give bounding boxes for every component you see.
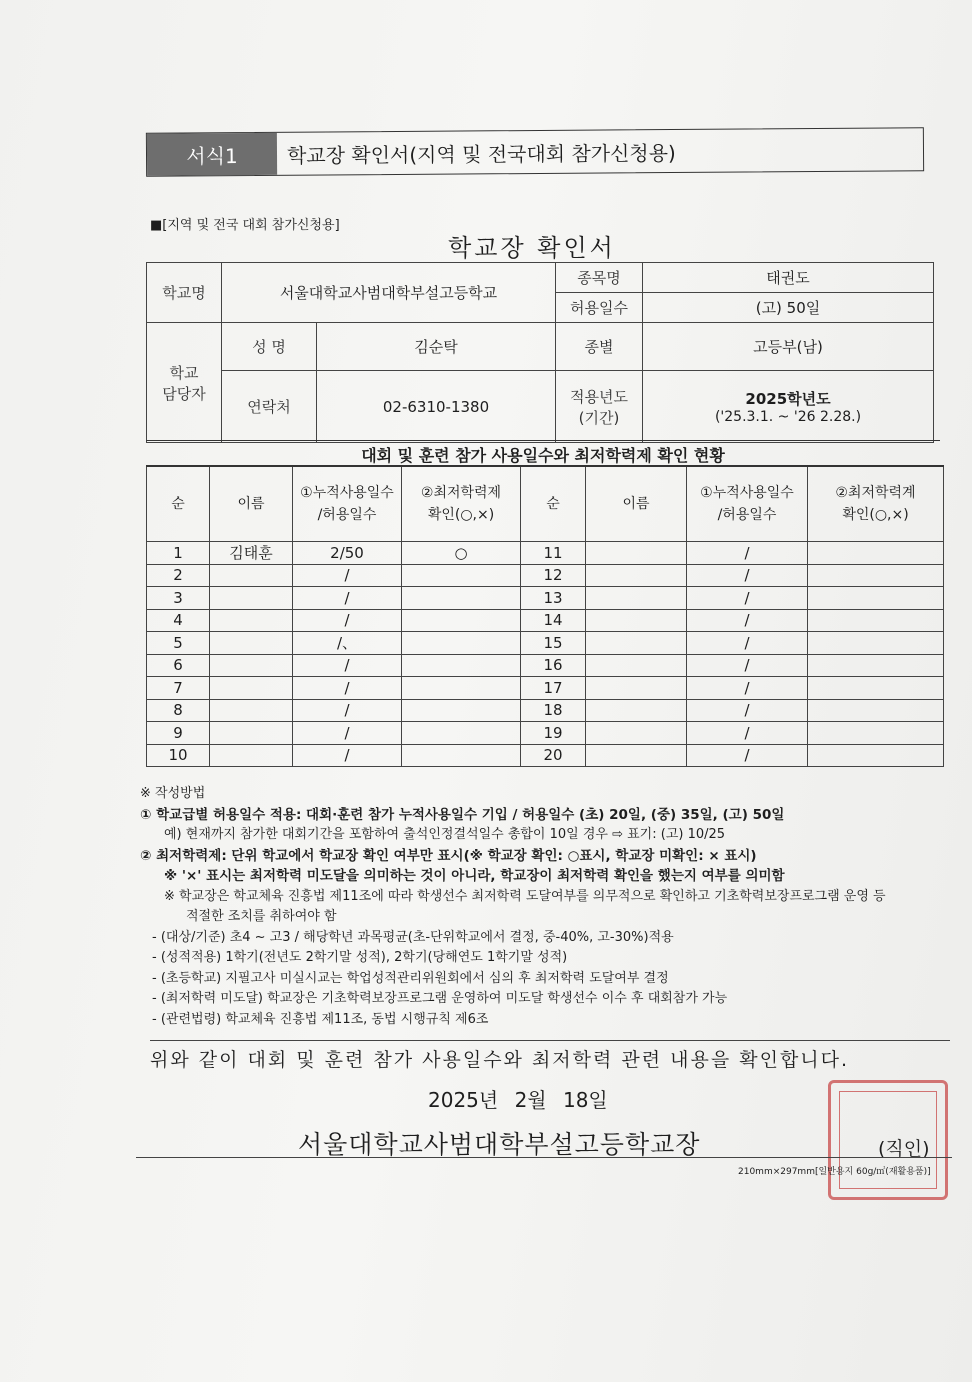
issue-date: 2025년 2월 18일 — [428, 1088, 608, 1112]
cell-l-no: 8 — [147, 699, 210, 722]
subheading: ■[지역 및 전국 대회 참가신청용] — [150, 218, 340, 233]
cell-l-name — [210, 654, 293, 677]
table-row — [147, 744, 944, 767]
cell-l-no: 10 — [147, 744, 210, 767]
table-row — [147, 677, 944, 700]
cell-r-check — [808, 699, 944, 722]
cell-r-check — [808, 744, 944, 767]
note-1: ① 학교급별 허용일수 적용: 대회·훈련 참가 누적사용일수 기입 / 허용일수 (초) 20일, (중) 35일, (고) 50일 — [140, 806, 785, 823]
cell-l-days: 2/50 — [293, 542, 402, 565]
cell-r-days: / — [687, 677, 808, 700]
cell-r-days: / — [687, 587, 808, 610]
cell-r-no: 17 — [521, 677, 586, 700]
cell-r-no: 12 — [521, 564, 586, 587]
note-1-example: 예) 현재까지 참가한 대회기간을 포함하여 출석인정결석일수 총합이 10일 경우 ⇨ 표기: (고) 10/25 — [164, 827, 726, 842]
header-check-2: ②최저학력계 확인(○,×) — [808, 466, 944, 542]
cell-r-no: 19 — [521, 722, 586, 745]
allowed-days-label: 허용일수 — [556, 293, 643, 323]
table-row — [147, 587, 944, 610]
school-value: 서울대학교사범대학부설고등학교 — [222, 263, 556, 323]
cell-r-check — [808, 564, 944, 587]
cell-r-days: / — [687, 542, 808, 565]
contact-value: 02-6310-1380 — [317, 371, 556, 443]
note-2-b-cont: 적절한 조치를 취하여야 함 — [186, 909, 337, 924]
cell-l-days: / — [293, 609, 402, 632]
header-check: ②최저학력제 확인(○,×) — [402, 466, 521, 542]
header-no-2: 순 — [521, 466, 586, 542]
cell-l-check — [402, 744, 521, 767]
cell-r-days: / — [687, 564, 808, 587]
cell-l-no: 7 — [147, 677, 210, 700]
detail-below-minimum: - (최저학력 미도달) 학교장은 기초학력보장프로그램 운영하여 미도달 학생선수 이수 후 대회참가 가능 — [152, 991, 728, 1006]
confirmation-statement: 위와 같이 대회 및 훈련 참가 사용일수와 최저학력 관련 내용을 확인합니다. — [150, 1040, 950, 1072]
notes-heading: ※ 작성방법 — [140, 786, 206, 801]
cell-r-name — [586, 722, 687, 745]
cell-r-no: 20 — [521, 744, 586, 767]
seal-note: (직인) — [878, 1138, 930, 1160]
cell-r-name — [586, 632, 687, 655]
year-cell — [643, 371, 934, 443]
cell-r-name — [586, 677, 687, 700]
form-tag — [146, 127, 924, 176]
cell-l-no: 1 — [147, 542, 210, 565]
cell-l-days: / — [293, 587, 402, 610]
header-no: 순 — [147, 466, 210, 542]
header-days: ①누적사용일수 /허용일수 — [293, 466, 402, 542]
table-row — [147, 699, 944, 722]
participation-table — [146, 465, 944, 767]
cell-l-check — [402, 609, 521, 632]
event-value: 태권도 — [643, 263, 934, 293]
cell-r-name — [586, 587, 687, 610]
cell-l-check — [402, 632, 521, 655]
form-title: 학교장 확인서(지역 및 전국대회 참가신청용) — [286, 140, 676, 168]
cell-r-no: 14 — [521, 609, 586, 632]
cell-l-no: 3 — [147, 587, 210, 610]
table-row — [147, 632, 944, 655]
cell-r-check — [808, 722, 944, 745]
cell-l-no: 9 — [147, 722, 210, 745]
cell-l-check: ○ — [402, 542, 521, 565]
cell-l-name — [210, 722, 293, 745]
table-header-row — [147, 466, 944, 542]
manager-label: 학교 담당자 — [147, 323, 222, 443]
cell-l-no: 4 — [147, 609, 210, 632]
cell-l-name — [210, 677, 293, 700]
cell-r-days: / — [687, 699, 808, 722]
cell-r-days: / — [687, 722, 808, 745]
cell-r-days: / — [687, 654, 808, 677]
year-label: 적용년도 (기간) — [556, 371, 643, 443]
table-row — [147, 542, 944, 565]
cell-r-no: 16 — [521, 654, 586, 677]
detail-laws: - (관련법령) 학교체육 진흥법 제11조, 동법 시행규칙 제6조 — [152, 1011, 489, 1027]
cell-l-no: 2 — [147, 564, 210, 587]
cell-l-no: 5 — [147, 632, 210, 655]
cell-r-name — [586, 609, 687, 632]
cell-r-check — [808, 587, 944, 610]
cell-r-days: / — [687, 744, 808, 767]
cell-r-no: 13 — [521, 587, 586, 610]
principal-name: 서울대학교사범대학부설고등학교장 — [298, 1130, 701, 1159]
cell-l-name — [210, 564, 293, 587]
cell-l-days: / — [293, 699, 402, 722]
table-row — [147, 609, 944, 632]
cell-l-check — [402, 722, 521, 745]
cell-l-days: / — [293, 654, 402, 677]
cell-r-check — [808, 632, 944, 655]
cell-l-days: / — [293, 564, 402, 587]
cell-l-name — [210, 609, 293, 632]
cell-r-name — [586, 699, 687, 722]
cell-l-days: /、 — [293, 632, 402, 655]
footer-divider — [136, 1157, 952, 1158]
category-label: 종별 — [556, 323, 643, 371]
cell-r-check — [808, 609, 944, 632]
info-table — [146, 262, 934, 443]
cell-r-name — [586, 564, 687, 587]
status-title: 대회 및 훈련 참가 사용일수와 최저학력제 확인 현황 — [146, 440, 940, 466]
instructions — [140, 784, 950, 1030]
document-title: 학교장 확인서 — [448, 234, 616, 262]
cell-l-no: 6 — [147, 654, 210, 677]
cell-l-name — [210, 744, 293, 767]
cell-l-check — [402, 677, 521, 700]
allowed-days-value: (고) 50일 — [643, 293, 934, 323]
cell-l-check — [402, 564, 521, 587]
detail-grades: - (성적적용) 1학기(전년도 2학기말 성적), 2학기(당해연도 1학기말 성적) — [152, 950, 568, 965]
cell-l-name: 김태훈 — [210, 542, 293, 565]
table-row — [147, 564, 944, 587]
cell-l-name — [210, 632, 293, 655]
cell-l-days: / — [293, 722, 402, 745]
cell-r-name — [586, 744, 687, 767]
year-value: 2025학년도 — [745, 390, 831, 408]
cell-r-check — [808, 542, 944, 565]
table-body — [147, 542, 944, 767]
cell-l-check — [402, 654, 521, 677]
school-label: 학교명 — [147, 263, 222, 323]
period-value: ('25.3.1. ~ '26 2.28.) — [714, 409, 862, 425]
header-name: 이름 — [210, 466, 293, 542]
cell-l-check — [402, 699, 521, 722]
note-2-b: ※ 학교장은 학교체육 진흥법 제11조에 따라 학생선수 최저학력 도달여부를 의무적으로 확인하고 기초학력보장프로그램 운영 등 — [164, 888, 886, 904]
note-2: ② 최저학력제: 단위 학교에서 학교장 확인 여부만 표시(※ 학교장 확인: ○표시, 학교장 미확인: × 표시) — [140, 847, 757, 864]
cell-r-name — [586, 654, 687, 677]
cell-r-no: 15 — [521, 632, 586, 655]
paper-size-note: 210mm×297mm[일반용지 60g/㎡(재활용품)] — [738, 1167, 931, 1177]
cell-l-days: / — [293, 744, 402, 767]
cell-l-check — [402, 587, 521, 610]
detail-target: - (대상/기준) 초4 ~ 고3 / 해당학년 과목평균(초-단위학교에서 결정, 중-40%, 고-30%)적용 — [152, 929, 674, 945]
form-number: 서식1 — [147, 133, 277, 176]
cell-l-days: / — [293, 677, 402, 700]
cell-r-no: 18 — [521, 699, 586, 722]
table-row — [147, 722, 944, 745]
cell-r-name — [586, 542, 687, 565]
cell-r-no: 11 — [521, 542, 586, 565]
cell-r-days: / — [687, 632, 808, 655]
contact-label: 연락처 — [222, 371, 317, 443]
category-value: 고등부(남) — [643, 323, 934, 371]
event-label: 종목명 — [556, 263, 643, 293]
detail-elementary: - (초등학교) 지필고사 미실시교는 학업성적관리위원회에서 심의 후 최저학력 도달여부 결정 — [152, 970, 669, 986]
cell-l-name — [210, 587, 293, 610]
table-row — [147, 654, 944, 677]
name-label: 성 명 — [222, 323, 317, 371]
name-value: 김순탁 — [317, 323, 556, 371]
cell-l-name — [210, 699, 293, 722]
cell-r-check — [808, 677, 944, 700]
header-days-2: ①누적사용일수 /허용일수 — [687, 466, 808, 542]
header-name-2: 이름 — [586, 466, 687, 542]
cell-r-check — [808, 654, 944, 677]
cell-r-days: / — [687, 609, 808, 632]
note-2-a: ※ '×' 표시는 최저학력 미도달을 의미하는 것이 아니라, 학교장이 최저학력 확인을 했는지 여부를 의미함 — [164, 868, 785, 884]
